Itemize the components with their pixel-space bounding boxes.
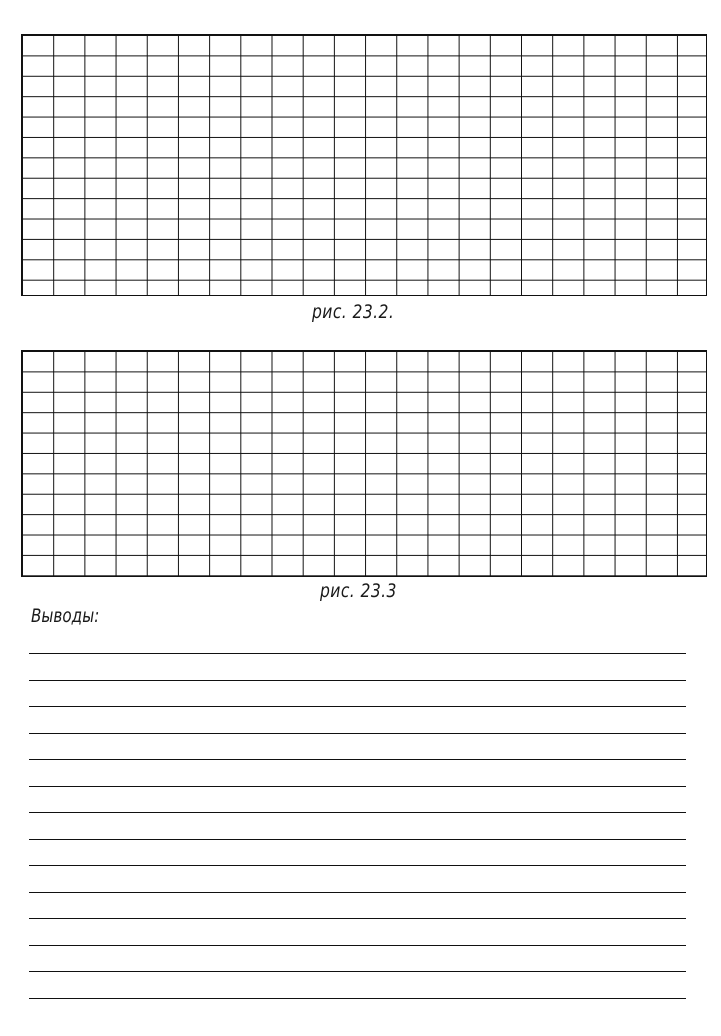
grid-figure-23-3 (21, 350, 707, 577)
figure-caption-23-2: рис. 23.2. (312, 301, 395, 323)
writing-line (29, 653, 686, 654)
writing-line (29, 786, 686, 787)
writing-line (29, 998, 686, 999)
writing-line (29, 706, 686, 707)
figure-caption-23-3: рис. 23.3 (320, 580, 397, 602)
writing-line (29, 839, 686, 840)
writing-line (29, 865, 686, 866)
writing-line (29, 945, 686, 946)
writing-line (29, 759, 686, 760)
grid-figure-23-2 (21, 34, 707, 296)
writing-line (29, 680, 686, 681)
writing-line (29, 892, 686, 893)
conclusions-heading: Выводы: (31, 605, 100, 627)
writing-line (29, 812, 686, 813)
writing-line (29, 971, 686, 972)
conclusions-writing-lines (29, 653, 686, 1024)
writing-line (29, 733, 686, 734)
writing-line (29, 918, 686, 919)
